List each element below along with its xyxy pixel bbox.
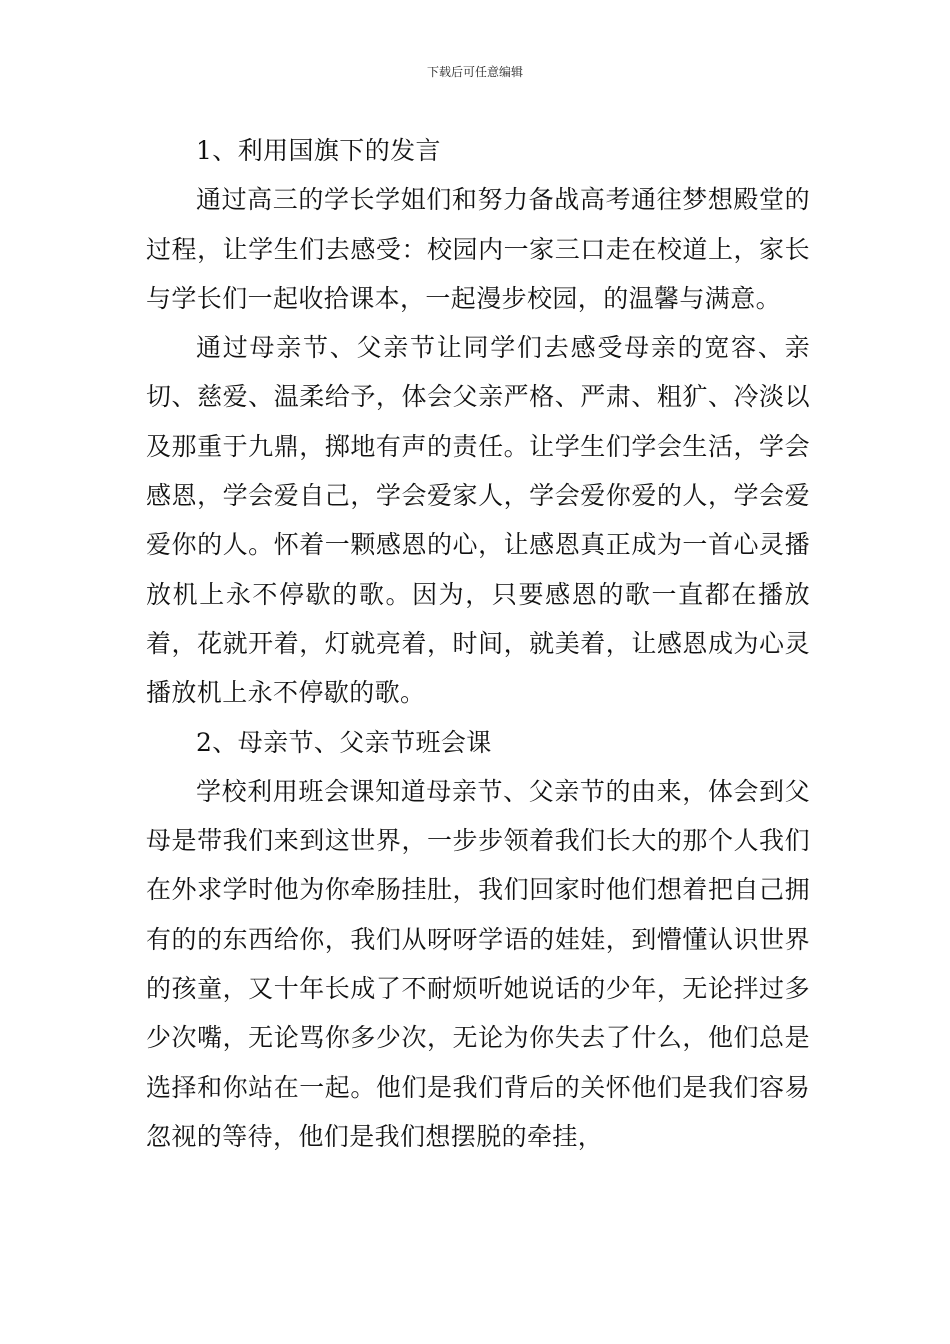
section-heading-1: 1、利用国旗下的发言 bbox=[196, 136, 441, 165]
paragraph-1: 通过高三的学长学姐们和努力备战高考通往梦想殿堂的过程，让学生们去感受：校园内一家三口走在校道上，家长与学长们一起收拾课本，一起漫步校园，的温馨与满意。 bbox=[146, 185, 810, 313]
document-body bbox=[146, 126, 810, 1161]
page-header-note: 下载后可任意编辑 bbox=[426, 65, 523, 79]
paragraph-2: 通过母亲节、父亲节让同学们去感受母亲的宽容、亲切、慈爱、温柔给予，体会父亲严格、严肃、粗犷、冷淡以及那重于九鼎，掷地有声的责任。让学生们学会生活，学会感恩，学会爱自己，学会爱家人，学会爱你爱的人，学会爱爱你的人。怀着一颗感恩的心，让感恩真正成为一首心灵播放机上永不停歇的歌。因为，只要感恩的歌一直都在播放着，花就开着，灯就亮着，时间，就美着，让感恩成为心灵播放机上永不停歇的歌。 bbox=[146, 333, 810, 708]
section-heading-2: 2、母亲节、父亲节班会课 bbox=[196, 727, 492, 757]
paragraph-3: 学校利用班会课知道母亲节、父亲节的由来，体会到父母是带我们来到这世界，一步步领着我们长大的那个人我们在外求学时他为你牵肠挂肚，我们回家时他们想着把自己拥有的的东西给你，我们从呀呀学语的娃娃，到懵懂认识世界的孩童，又十年长成了不耐烦听她说话的少年，无论拌过多少次嘴，无论骂你多少次，无论为你失去了什么，他们总是选择和你站在一起。他们是我们背后的关怀他们是我们容易忽视的等待，他们是我们想摆脱的牵挂， bbox=[146, 776, 810, 1151]
